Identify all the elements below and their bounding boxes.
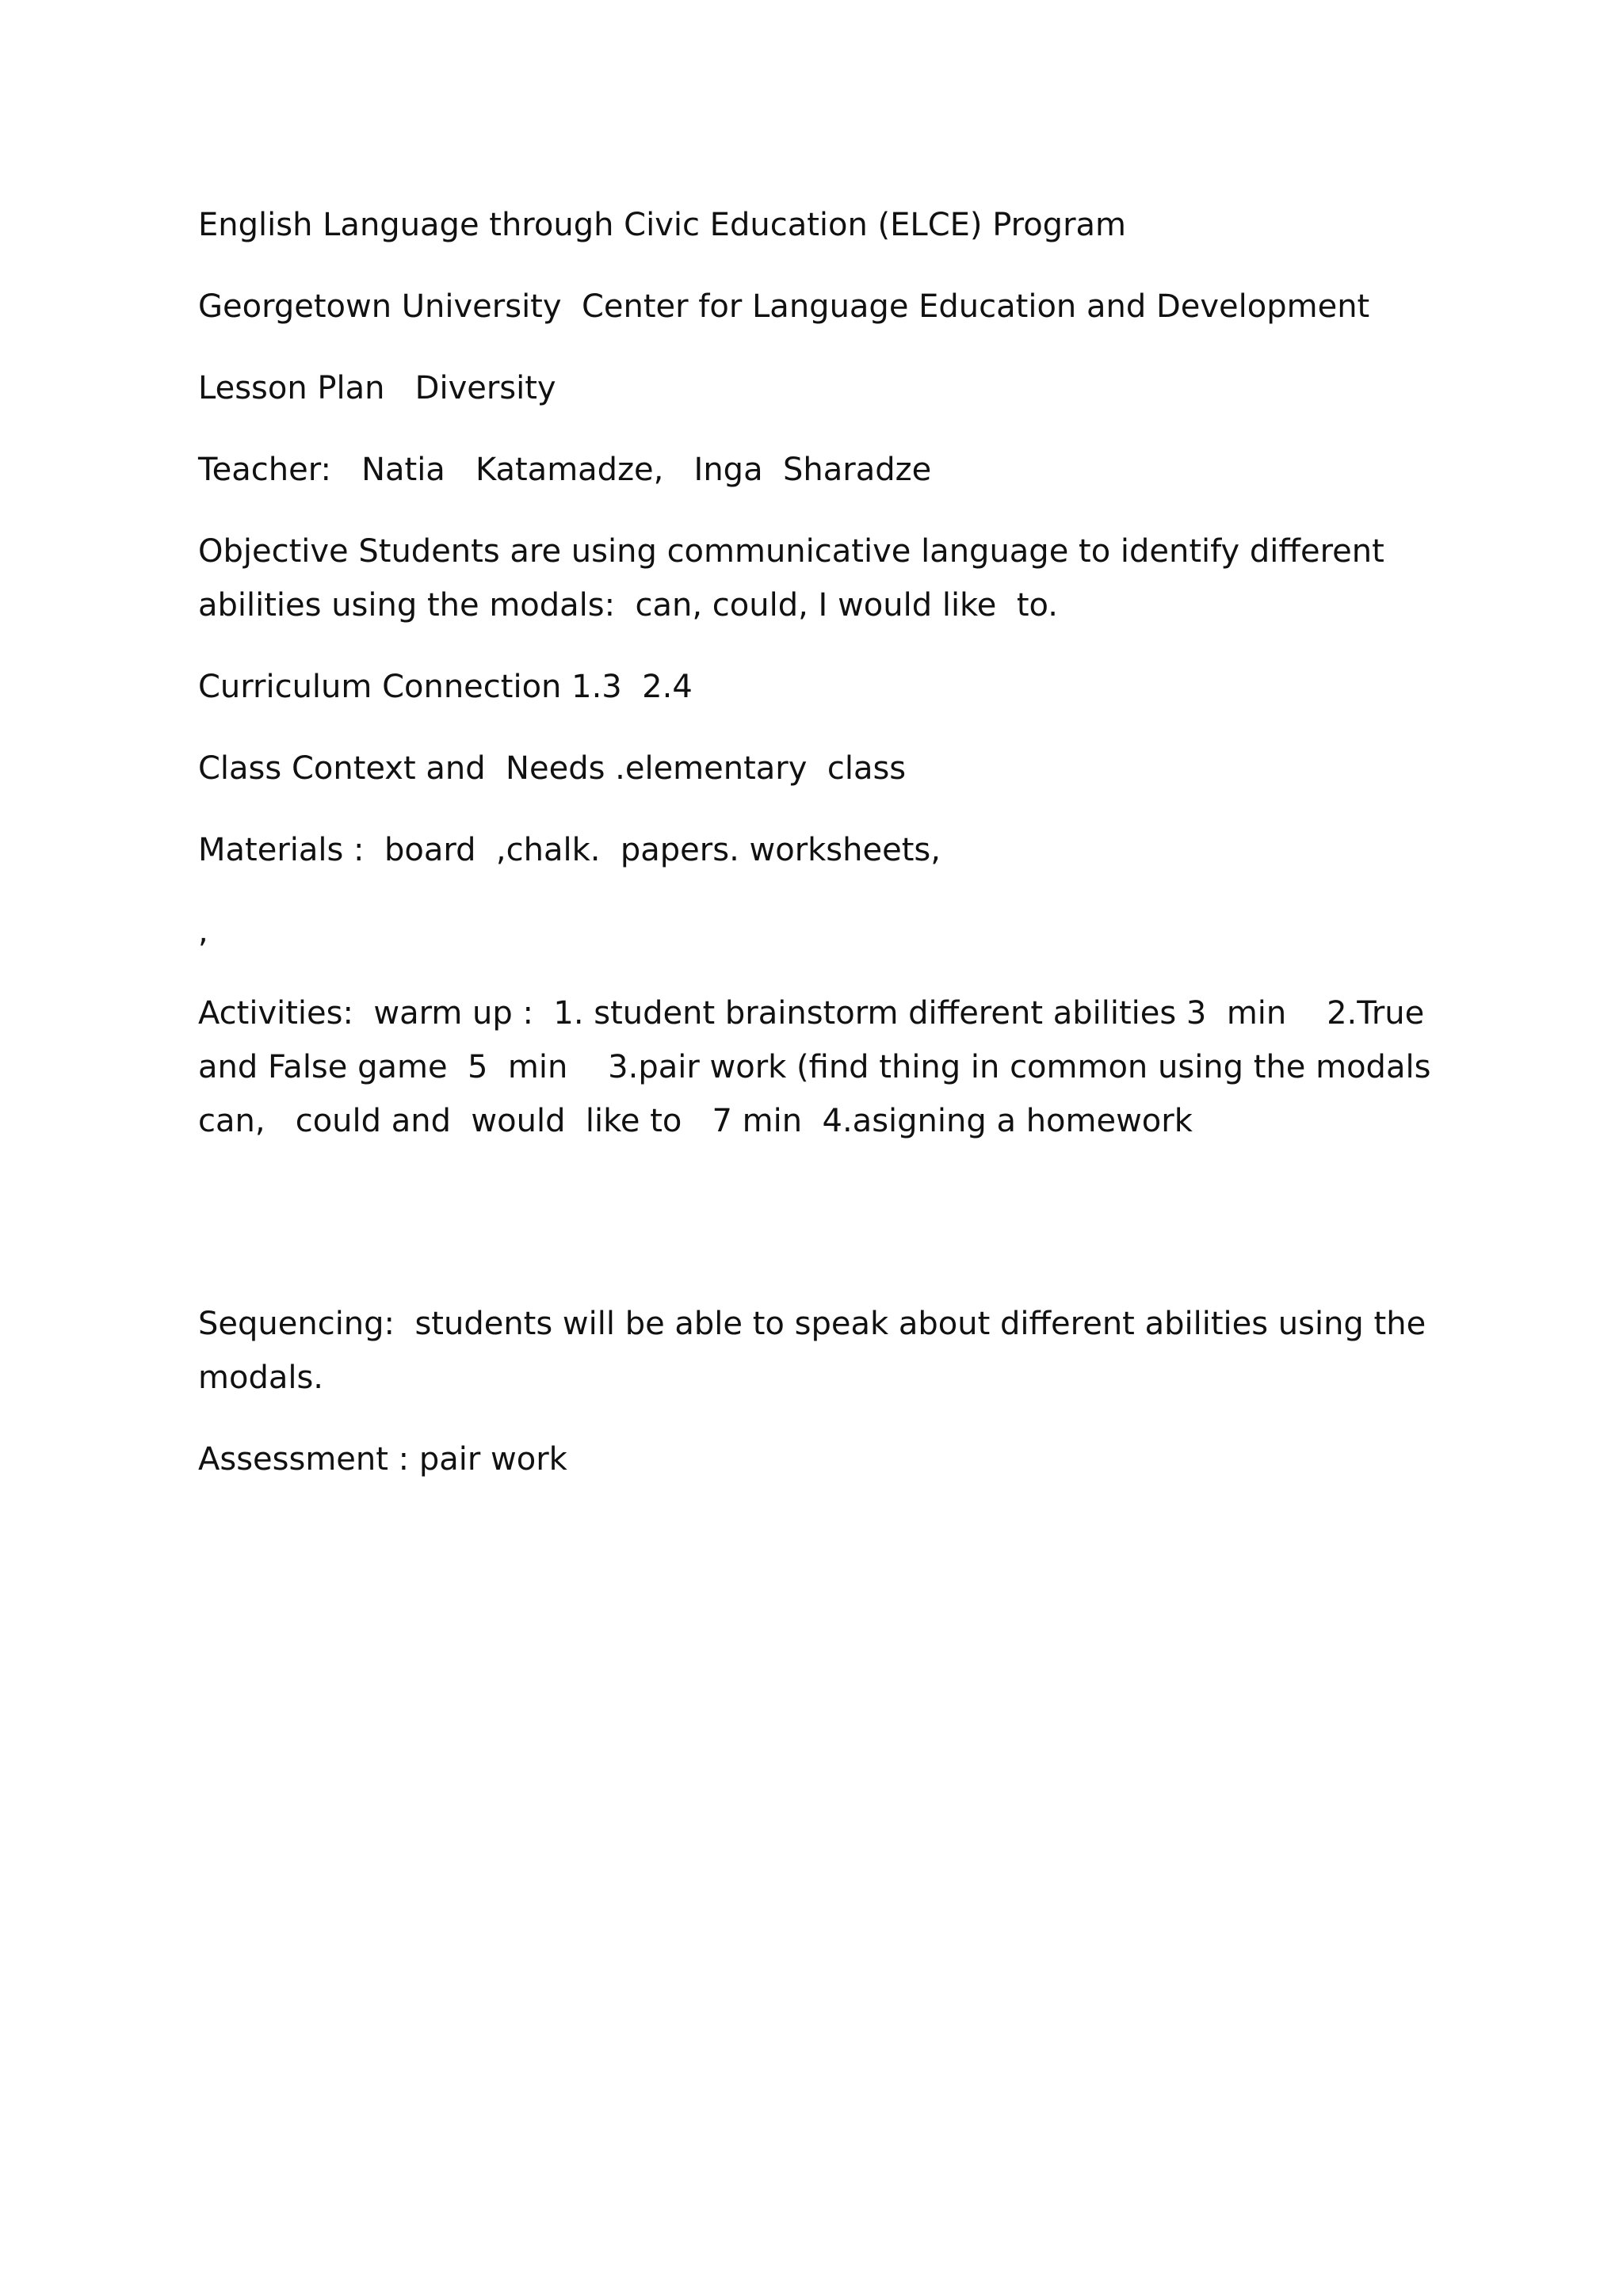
class-context-line: Class Context and Needs .elementary class	[198, 750, 907, 787]
objective-line: Objective Students are using communicative language to identify different abilities using the modals: can, could, I would like to.	[198, 533, 1395, 624]
stray-comma: ,	[198, 913, 208, 950]
lesson-plan-body	[198, 198, 1442, 1514]
activities-line: Activities: warm up : 1. student brainstorm different abilities 3 min 2.True and False game 5 min 3.pair work (find thing in common using the modals can, could and would like to 7 min 4.asigning a homework	[198, 995, 1442, 1139]
program-line: English Language through Civic Education (ELCE) Program	[198, 207, 1126, 243]
assessment-line: Assessment : pair work	[198, 1441, 567, 1478]
materials-line: Materials : board ,chalk. papers. worksheets,	[198, 832, 941, 868]
curriculum-line: Curriculum Connection 1.3 2.4	[198, 669, 693, 705]
lesson-plan-line: Lesson Plan Diversity	[198, 370, 556, 406]
teacher-line: Teacher: Natia Katamadze, Inga Sharadze	[198, 452, 932, 488]
sequencing-line: Sequencing: students will be able to speak about different abilities using the modals.	[198, 1306, 1436, 1396]
university-line: Georgetown University Center for Language Education and Development	[198, 288, 1370, 325]
